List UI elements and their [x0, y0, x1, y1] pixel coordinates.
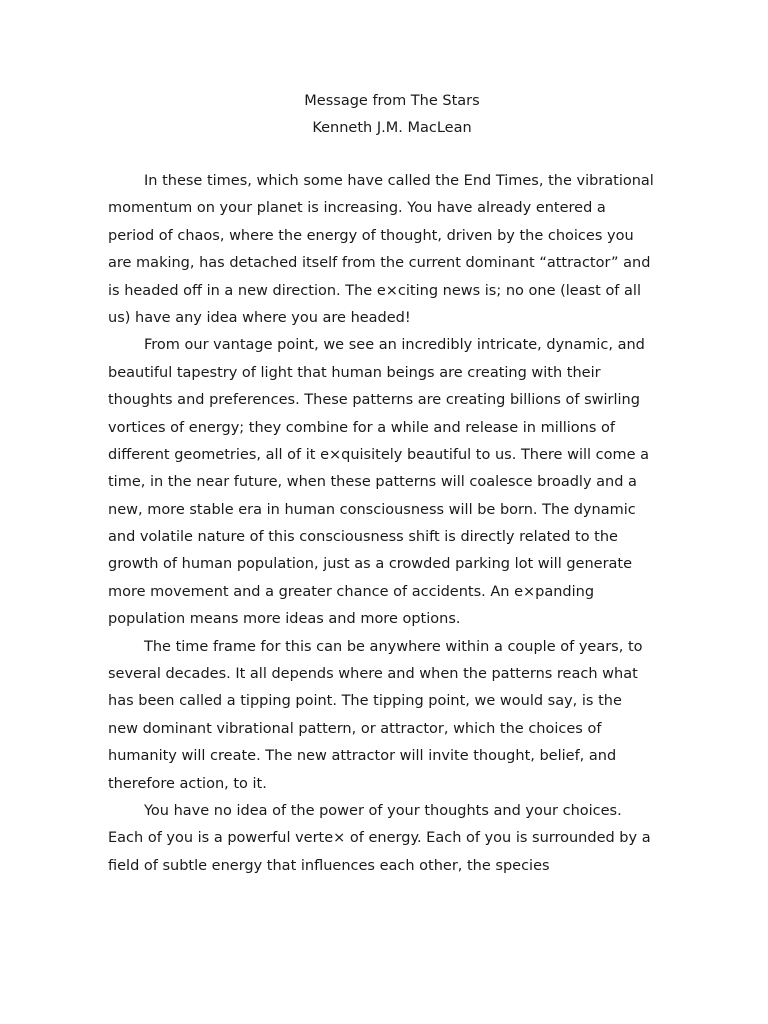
paragraph-1-line-1: In these times, which some have called the End Times, the vibrational [144, 173, 654, 189]
paragraph-2-line-11: population means more ideas and more options. [108, 611, 461, 628]
paragraph-1-line-4: are making, has detached itself from the current dominant “attractor” and [108, 255, 651, 272]
paragraph-2-line-7: new, more stable era in human consciousness will be born. The dynamic [108, 501, 636, 518]
paragraph-4-line-3: field of subtle energy that influences each other, the species [108, 857, 550, 874]
paragraph-3-line-4: new dominant vibrational pattern, or attractor, which the choices of [108, 720, 602, 737]
paragraph-2-line-1: From our vantage point, we see an incredibly intricate, dynamic, and [144, 337, 645, 354]
document-title: Message from The Stars [304, 93, 480, 109]
paragraph-2-line-10: more movement and a greater chance of accidents. An e×panding [108, 583, 595, 600]
paragraph-3-line-5: humanity will create. The new attractor will invite thought, belief, and [108, 748, 617, 765]
paragraph-2-line-5: different geometries, all of it e×quisitely beautiful to us. There will come a [108, 446, 650, 463]
paragraph-2-line-6: time, in the near future, when these patterns will coalesce broadly and a [108, 474, 637, 491]
paragraph-3-line-2: several decades. It all depends where and when the patterns reach what [108, 666, 638, 683]
paragraph-4-line-1: You have no idea of the power of your thoughts and your choices. [144, 802, 622, 819]
paragraph-4-line-2: Each of you is a powerful verte× of energy. Each of you is surrounded by a [108, 830, 651, 847]
paragraph-2-line-8: and volatile nature of this consciousness shift is directly related to the [108, 529, 618, 546]
paragraph-1-line-5: is headed off in a new direction. The e×citing news is; no one (least of all [108, 282, 641, 299]
paragraph-1-line-3: period of chaos, where the energy of thought, driven by the choices you [108, 227, 634, 244]
body-text [108, 168, 678, 880]
paragraph-3-line-6: therefore action, to it. [108, 775, 267, 792]
paragraph-1-line-6: us) have any idea where you are headed! [108, 309, 411, 326]
title-block [0, 88, 768, 142]
paragraph-2-line-9: growth of human population, just as a crowded parking lot will generate [108, 556, 633, 573]
document-author: Kenneth J.M. MacLean [312, 120, 472, 136]
paragraph-2-line-3: thoughts and preferences. These patterns are creating billions of swirling [108, 392, 640, 409]
paragraph-3-line-3: has been called a tipping point. The tipping point, we would say, is the [108, 693, 622, 710]
paragraph-2-line-2: beautiful tapestry of light that human beings are creating with their [108, 364, 601, 381]
paragraph-1-line-2: momentum on your planet is increasing. You have already entered a [108, 200, 606, 217]
paragraph-3-line-1: The time frame for this can be anywhere within a couple of years, to [144, 638, 643, 655]
paragraph-2-line-4: vortices of energy; they combine for a while and release in millions of [108, 419, 616, 436]
